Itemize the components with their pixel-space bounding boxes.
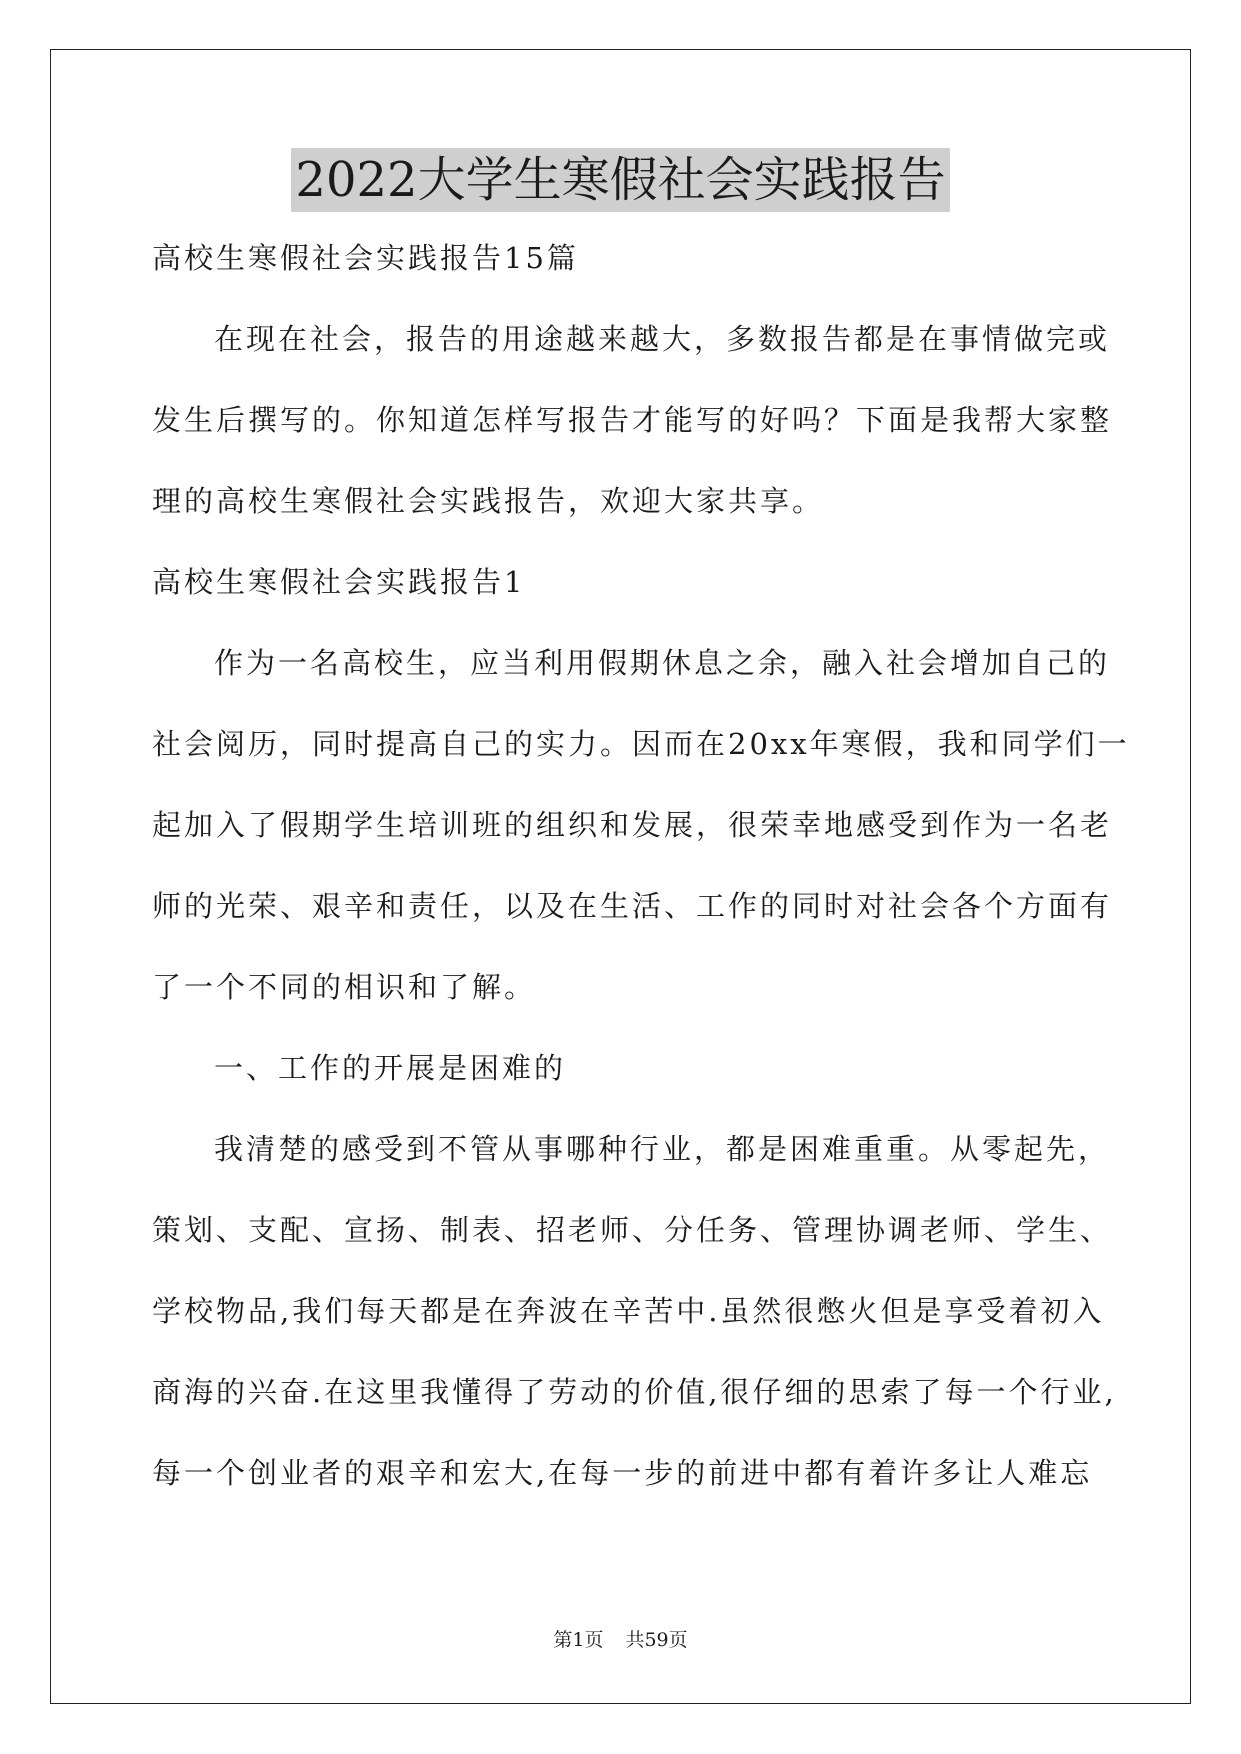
page-footer (0, 1625, 1241, 1652)
section-heading: 高校生寒假社会实践报告1 (152, 565, 526, 599)
paragraph-line: 学校物品,我们每天都是在奔波在辛苦中.虽然很憋火但是享受着初入 (152, 1294, 1105, 1328)
paragraph-line: 商海的兴奋.在这里我懂得了劳动的价值,很仔细的思索了每一个行业, (152, 1375, 1117, 1409)
paragraph-line: 发生后撰写的。你知道怎样写报告才能写的好吗？下面是我帮大家整 (152, 403, 1113, 437)
paragraph-line: 策划、支配、宣扬、制表、招老师、分任务、管理协调老师、学生、 (152, 1213, 1113, 1247)
paragraph-line: 师的光荣、艰辛和责任，以及在生活、工作的同时对社会各个方面有 (152, 889, 1113, 923)
page-number: 第1页 (553, 1629, 604, 1651)
paragraph-line: 社会阅历，同时提高自己的实力。因而在20xx年寒假，我和同学们一 (152, 727, 1130, 761)
document-title: 2022大学生寒假社会实践报告 (291, 148, 949, 212)
document-body (152, 232, 1130, 1528)
paragraph-line: 我清楚的感受到不管从事哪种行业，都是困难重重。从零起先， (214, 1132, 1111, 1166)
page-total: 共59页 (625, 1629, 688, 1651)
paragraph-line: 了一个不同的相识和了解。 (152, 970, 537, 1004)
paragraph-line: 每一个创业者的艰辛和宏大,在每一步的前进中都有着许多让人难忘 (152, 1456, 1093, 1490)
paragraph-line: 理的高校生寒假社会实践报告，欢迎大家共享。 (152, 484, 825, 518)
section-heading: 高校生寒假社会实践报告15篇 (152, 241, 579, 275)
title-container (0, 148, 1241, 212)
subsection-heading: 一、工作的开展是困难的 (214, 1051, 567, 1085)
paragraph-line: 起加入了假期学生培训班的组织和发展，很荣幸地感受到作为一名老 (152, 808, 1113, 842)
paragraph-line: 作为一名高校生，应当利用假期休息之余，融入社会增加自己的 (214, 646, 1111, 680)
paragraph-line: 在现在社会，报告的用途越来越大，多数报告都是在事情做完或 (214, 322, 1111, 356)
